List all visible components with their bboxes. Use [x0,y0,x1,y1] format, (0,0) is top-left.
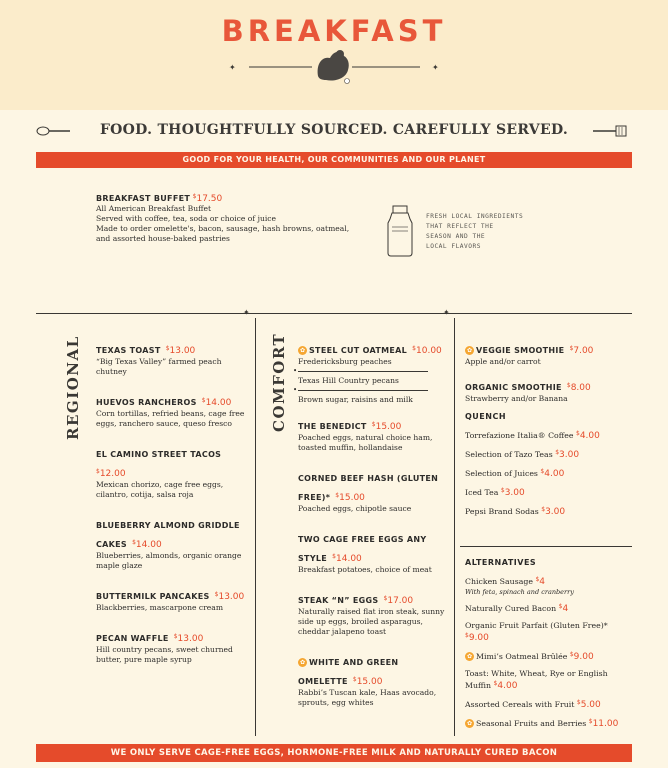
item-name: HUEVOS RANCHEROS [96,398,197,407]
item-description: “Big Texas Valley” farmed peach chutney [96,357,222,376]
menu-item [298,527,448,575]
item-name: TWO CAGE FREE EGGS ANY STYLE [298,535,427,563]
menu-item [298,588,448,637]
item-name: BUTTERMILK PANCAKES [96,592,210,601]
menu-item [96,338,246,377]
item-description: Blueberries, almonds, organic orange maple glaze [96,551,242,570]
buffet-line: and assorted house-baked pastries [96,234,230,244]
item-price: $13.00 [214,591,245,602]
quench-item: Pepsi Brand Sodas $3.00 [465,506,566,517]
item-description: Poached eggs, natural choice ham, toasted muffin, hollandaise [298,433,433,452]
item-description: Rabbi’s Tuscan kale, Haas avocado, sprouts, egg whites [298,688,437,707]
item-price: $15.00 [371,421,402,432]
tagline-row [0,122,668,140]
menu-item [298,466,448,514]
alternative-item: ✿ Mimi’s Oatmeal Brûlée $9.00 [466,651,594,662]
jar-note-line: SEASON AND THE [426,233,486,240]
menu-item [96,442,246,500]
alternative-item: Assorted Cereals with Fruit $5.00 [465,699,601,710]
svg-text:✦: ✦ [432,63,439,72]
item-name: PECAN WAFFLE [96,634,169,643]
menu-item [465,375,630,404]
item-price: $14.00 [132,539,162,550]
option-divider: • [298,371,428,372]
item-price: $13.00 [165,345,196,356]
option: Brown sugar, raisins and milk [298,395,413,404]
item-description: Blackberries, mascarpone cream [96,603,224,612]
item-description: Poached eggs, chipotle sauce [298,504,412,513]
item-price: $10.00 [412,345,442,356]
quench-item: Selection of Juices $4.00 [465,468,565,479]
option: Texas Hill Country pecans [298,376,399,385]
divider-bullet: ✦ [243,308,250,317]
alternative-item: Chicken Sausage $4 With feta, spinach and cranberry [465,576,574,596]
jar-note-line: LOCAL FLAVORS [426,243,481,250]
alternatives-heading: ALTERNATIVES [465,558,537,567]
item-name: CORNED BEEF HASH (GLUTEN FREE)* [298,474,439,502]
menu-item [465,338,630,367]
item-name: STEAK “N” EGGS [298,596,379,605]
item-price: $8.00 [566,382,591,393]
item-price: $17.00 [383,595,414,606]
house-favorite-icon: ✿ [466,720,473,727]
menu-item [298,414,448,453]
menu-item [96,390,246,429]
menu-item [293,338,448,405]
house-favorite-icon: ✿ [466,347,473,354]
item-description: Strawberry and/or Banana [465,394,568,403]
house-favorite-icon: ✿ [466,653,473,660]
jar-note-line: THAT REFLECT THE [426,223,494,230]
item-price: $7.00 [569,345,594,356]
alternative-item: ✿ Seasonal Fruits and Berries $11.00 [466,718,619,729]
alternatives-divider [460,546,632,547]
buffet-price: $17.50 [192,193,223,204]
item-price: $14.00 [332,553,362,564]
item-name: TEXAS TOAST [96,346,161,355]
house-favorite-icon: ✿ [299,659,306,666]
item-description: Naturally raised flat iron steak, sunny side up eggs, broiled asparagus, cheddar jalapeno toast [298,607,445,636]
item-name: STEEL CUT OATMEAL [309,346,408,355]
menu-item [298,650,448,708]
item-price: $15.00 [335,492,365,503]
alternatives-column [465,558,630,736]
item-note: With feta, spinach and cranberry [465,588,574,596]
quench-item: Iced Tea $3.00 [465,487,525,498]
item-name: EL CAMINO STREET TACOS [96,450,222,459]
quench-heading: QUENCH [465,412,507,421]
comfort-label: COMFORT [270,332,288,432]
comfort-column [293,338,448,721]
buffet-section [96,192,376,244]
item-name: ORGANIC SMOOTHIE [465,383,562,392]
alternative-item: Organic Fruit Parfait (Gluten Free)* $9.00 [465,621,608,643]
drinks-column [465,338,630,524]
option: Fredericksburg peaches [298,357,392,366]
column-divider [255,318,256,736]
spatula-icon [592,125,628,137]
divider-bullet: ✦ [443,308,450,317]
quench-item: Torrefazione Italia® Coffee $4.00 [465,430,600,441]
top-banner: GOOD FOR YOUR HEALTH, OUR COMMUNITIES AND OUR PLANET [36,152,632,168]
column-divider [454,318,455,736]
page-title: BREAKFAST [221,14,447,48]
item-name: BLUEBERRY ALMOND GRIDDLE CAKES [96,521,240,549]
tagline: FOOD. THOUGHTFULLY SOURCED. CAREFULLY SERVED. [99,122,569,138]
buffet-line: Served with coffee, tea, soda or choice of juice [96,214,277,224]
item-name: VEGGIE SMOOTHIE [476,346,565,355]
regional-label: REGIONAL [64,335,82,440]
alternative-item: Toast: White, Wheat, Rye or English Muffin $4.00 [465,669,608,691]
item-name: WHITE AND GREEN OMELETTE [298,658,399,686]
buffet-name: BREAKFAST BUFFET [96,194,191,203]
buffet-line: Made to order omelette's, bacon, sausage, hash browns, oatmeal, [96,224,350,234]
item-description: Breakfast potatoes, choice of meat [298,565,432,574]
jar-note [426,212,546,252]
svg-text:✦: ✦ [229,63,236,72]
hen-divider-icon [0,40,668,90]
buffet-line: All American Breakfast Buffet [96,204,212,214]
menu-item [96,626,246,665]
jar-note-line: FRESH LOCAL INGREDIENTS [426,213,524,220]
item-description: Hill country pecans, sweet churned butter, pure maple syrup [96,645,233,664]
item-price: $12.00 [96,468,126,479]
option-divider: • [298,390,428,391]
item-description: Corn tortillas, refried beans, cage free eggs, ranchero sauce, queso fresco [96,409,245,428]
quench-item: Selection of Tazo Teas $3.00 [465,449,580,460]
milk-jar-icon [386,205,414,257]
house-favorite-icon: ✿ [299,347,306,354]
item-description: Mexican chorizo, cage free eggs, cilantro, cotija, salsa roja [96,480,224,499]
item-description: Apple and/or carrot [465,357,541,366]
bottom-banner: WE ONLY SERVE CAGE-FREE EGGS, HORMONE-FREE MILK AND NATURALLY CURED BACON [36,744,632,762]
regional-column [96,338,246,678]
alternative-item: Naturally Cured Bacon $4 [465,603,569,614]
section-divider [36,313,632,314]
menu-item [96,584,246,613]
item-price: $15.00 [352,676,383,687]
item-name: THE BENEDICT [298,422,367,431]
item-price: $13.00 [173,633,204,644]
item-price: $14.00 [201,397,232,408]
menu-item [96,513,246,571]
